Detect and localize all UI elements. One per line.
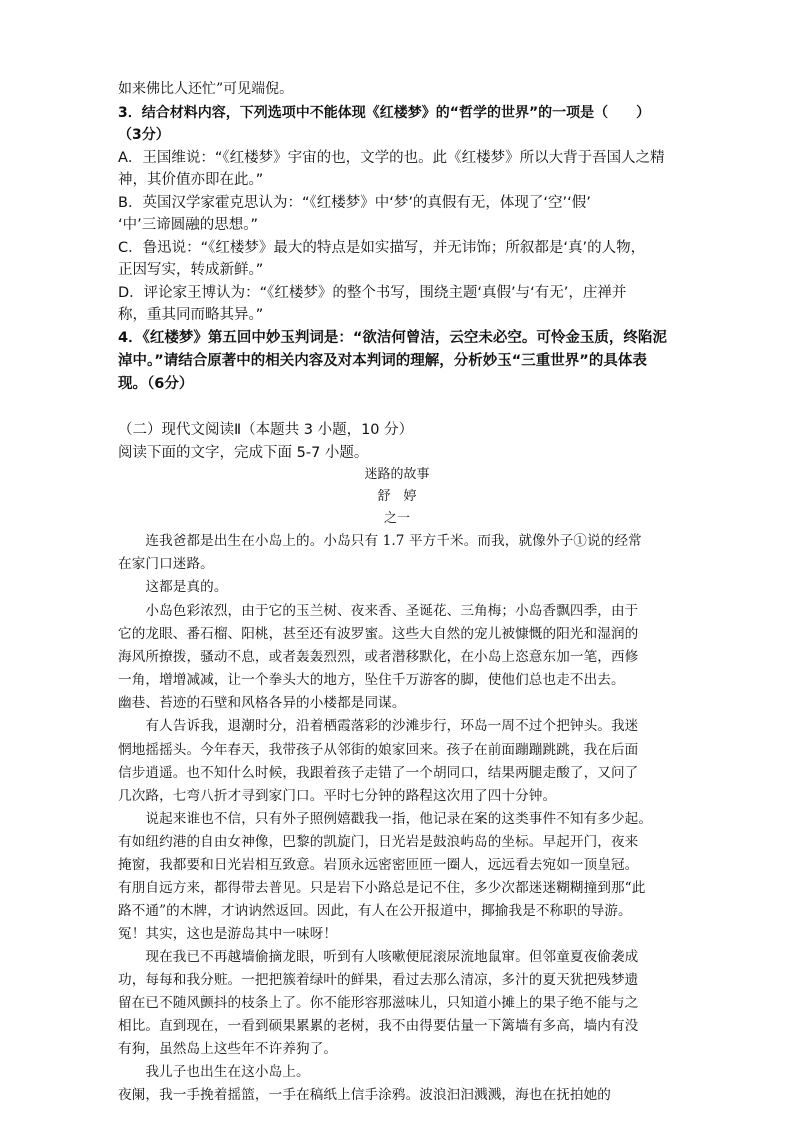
- essay-line: 留在已不随风颤抖的枝条上了。你不能形容那滋味儿，只知道小摊上的果子绝不能与之: [118, 995, 639, 1011]
- essay-line: 说起来谁也不信，只有外子照例嬉戳我一指，他记录在案的这类事件不知有多少起。: [118, 811, 653, 827]
- essay-line: 掩窗，我都要和日光岩相互致意。岩顶永远密密匝匝一圈人，远远看去宛如一顶皇冠。: [118, 857, 639, 873]
- q4-line1: 4．《红楼梦》第五回中妙玉判词是：“欲洁何曾洁，云空未必空。可怜金玉质，终陷泥: [118, 330, 667, 346]
- essay-line: 几次路，七弯八折才寻到家门口。平时七分钟的路程这次用了四十分钟。: [118, 788, 557, 804]
- essay-line: 信步逍遥。也不知什么时候，我跟着孩子走错了一个胡同口，结果两腿走酸了，又问了: [118, 765, 639, 781]
- essay-author: 舒 婷: [377, 489, 417, 504]
- essay-line: 一角，增增减减，让一个拳头大的地方，坠住千万游客的脚，使他们总也走不出去。: [118, 672, 625, 688]
- essay-line: 在家门口迷路。: [118, 556, 214, 572]
- section-heading: （二）现代文阅读Ⅱ（本题共 3 小题，10 分）: [118, 422, 414, 438]
- essay-line: 现在我已不再越墙偷摘龙眼，听到有人咳嗽便屁滚尿流地鼠窜。但邻童夏夜偷袭成: [118, 949, 639, 965]
- essay-line: 路不通”的木牌，才讷讷然返回。因此，有人在公开报道中，揶揄我是不称职的导游。: [118, 903, 632, 919]
- essay-title: 迷路的故事: [364, 467, 430, 482]
- q3-option-b-line2: ‘中’三谛圆融的思想。”: [118, 217, 258, 233]
- essay-line: 有人告诉我，退潮时分，沿着栖霞落彩的沙滩步行，环岛一周不过个把钟头。我迷: [118, 718, 639, 734]
- essay-line: 有朋自远方来，都得带去普见。只是岩下小路总是记不住，多少次都迷迷糊糊撞到那“此: [118, 880, 646, 896]
- essay-line: 我儿子也出生在这小岛上。: [118, 1064, 310, 1080]
- q3-option-a-line2: 神，其价值亦即在此。”: [118, 172, 264, 188]
- essay-line: 惘地摇摇头。今年春天，我带孩子从邻街的娘家回来。孩子在前面蹦蹦跳跳，我在后面: [118, 742, 639, 758]
- essay-line: 冤！其实，这也是游岛其中一味呀！: [118, 926, 338, 942]
- q4-line2: 淖中。”请结合原著中的相关内容及对本判词的理解，分析妙玉“三重世界”的具体表: [118, 353, 647, 369]
- essay-line: 连我爸都是出生在小岛上的。小岛只有 1.7 平方千米。而我，就像外子①说的经常: [118, 533, 642, 549]
- q3-option-c-line2: 正因写实，转成新鲜。”: [118, 262, 264, 278]
- q3-stem-line2: （3分）: [118, 127, 170, 143]
- section-instruction: 阅读下面的文字，完成下面 5-7 小题。: [118, 445, 369, 461]
- q2-tail-line: 如来佛比人还忙”可见端倪。: [118, 81, 294, 97]
- q3-option-a-line1: A．王国维说：“《红楼梦》宇宙的也，文学的也。此《红楼梦》所以大背于吾国人之精: [118, 150, 665, 166]
- q3-option-d-line1: D．评论家王博认为：“《红楼梦》的整个书写，围绕主题‘真假’与‘有无’，庄禅并: [118, 285, 627, 301]
- essay-part: 之一: [383, 511, 410, 526]
- q4-line3: 现。（6分）: [118, 376, 194, 392]
- essay-line: 海风所撩拨，骚动不息，或者轰轰烈烈，或者潜移默化，在小岛上恣意东加一笔，西修: [118, 649, 639, 665]
- essay-line: 功，每每和我分赃。一把把簇着绿叶的鲜果，看过去那么清凉，多汁的夏天犹把残梦遗: [118, 972, 639, 988]
- q3-option-c-line1: C．鲁迅说：“《红楼梦》最大的特点是如实描写，并无讳饰；所叙都是‘真’的人物，: [118, 240, 646, 256]
- essay-line: 相比。直到现在，一看到硕果累累的老树，我不由得要估量一下篱墙有多高，墙内有没: [118, 1018, 639, 1034]
- essay-line: 幽巷、苔迹的石壁和风格各异的小楼都是同谋。: [118, 695, 406, 711]
- essay-line: 夜阑，我一手挽着摇篮，一手在稿纸上信手涂鸦。波浪汩汩溅溅，海也在抚拍她的: [118, 1087, 611, 1103]
- q3-option-d-line2: 称，重其同而略其异。”: [118, 307, 264, 323]
- q3-stem-line1: 3．结合材料内容，下列选项中不能体现《红楼梦》的“哲学的世界”的一项是（ ）: [118, 105, 651, 121]
- essay-line: 它的龙眼、番石榴、阳桃，甚至还有波罗蜜。这些大自然的宠儿被慷慨的阳光和湿润的: [118, 626, 639, 642]
- essay-line: 有如纽约港的自由女神像，巴黎的凯旋门，日光岩是鼓浪屿岛的坐标。早起开门，夜来: [118, 834, 639, 850]
- essay-line: 这都是真的。: [118, 579, 228, 595]
- q3-option-b-line1: B．英国汉学家霍克思认为：“《红楼梦》中‘梦’的真假有无，体现了‘空’‘假’: [118, 195, 591, 211]
- essay-line: 小岛色彩浓烈，由于它的玉兰树、夜来香、圣诞花、三角梅；小岛香飘四季，由于: [118, 603, 639, 619]
- essay-line: 有狗，虽然岛上这些年不许养狗了。: [118, 1041, 338, 1057]
